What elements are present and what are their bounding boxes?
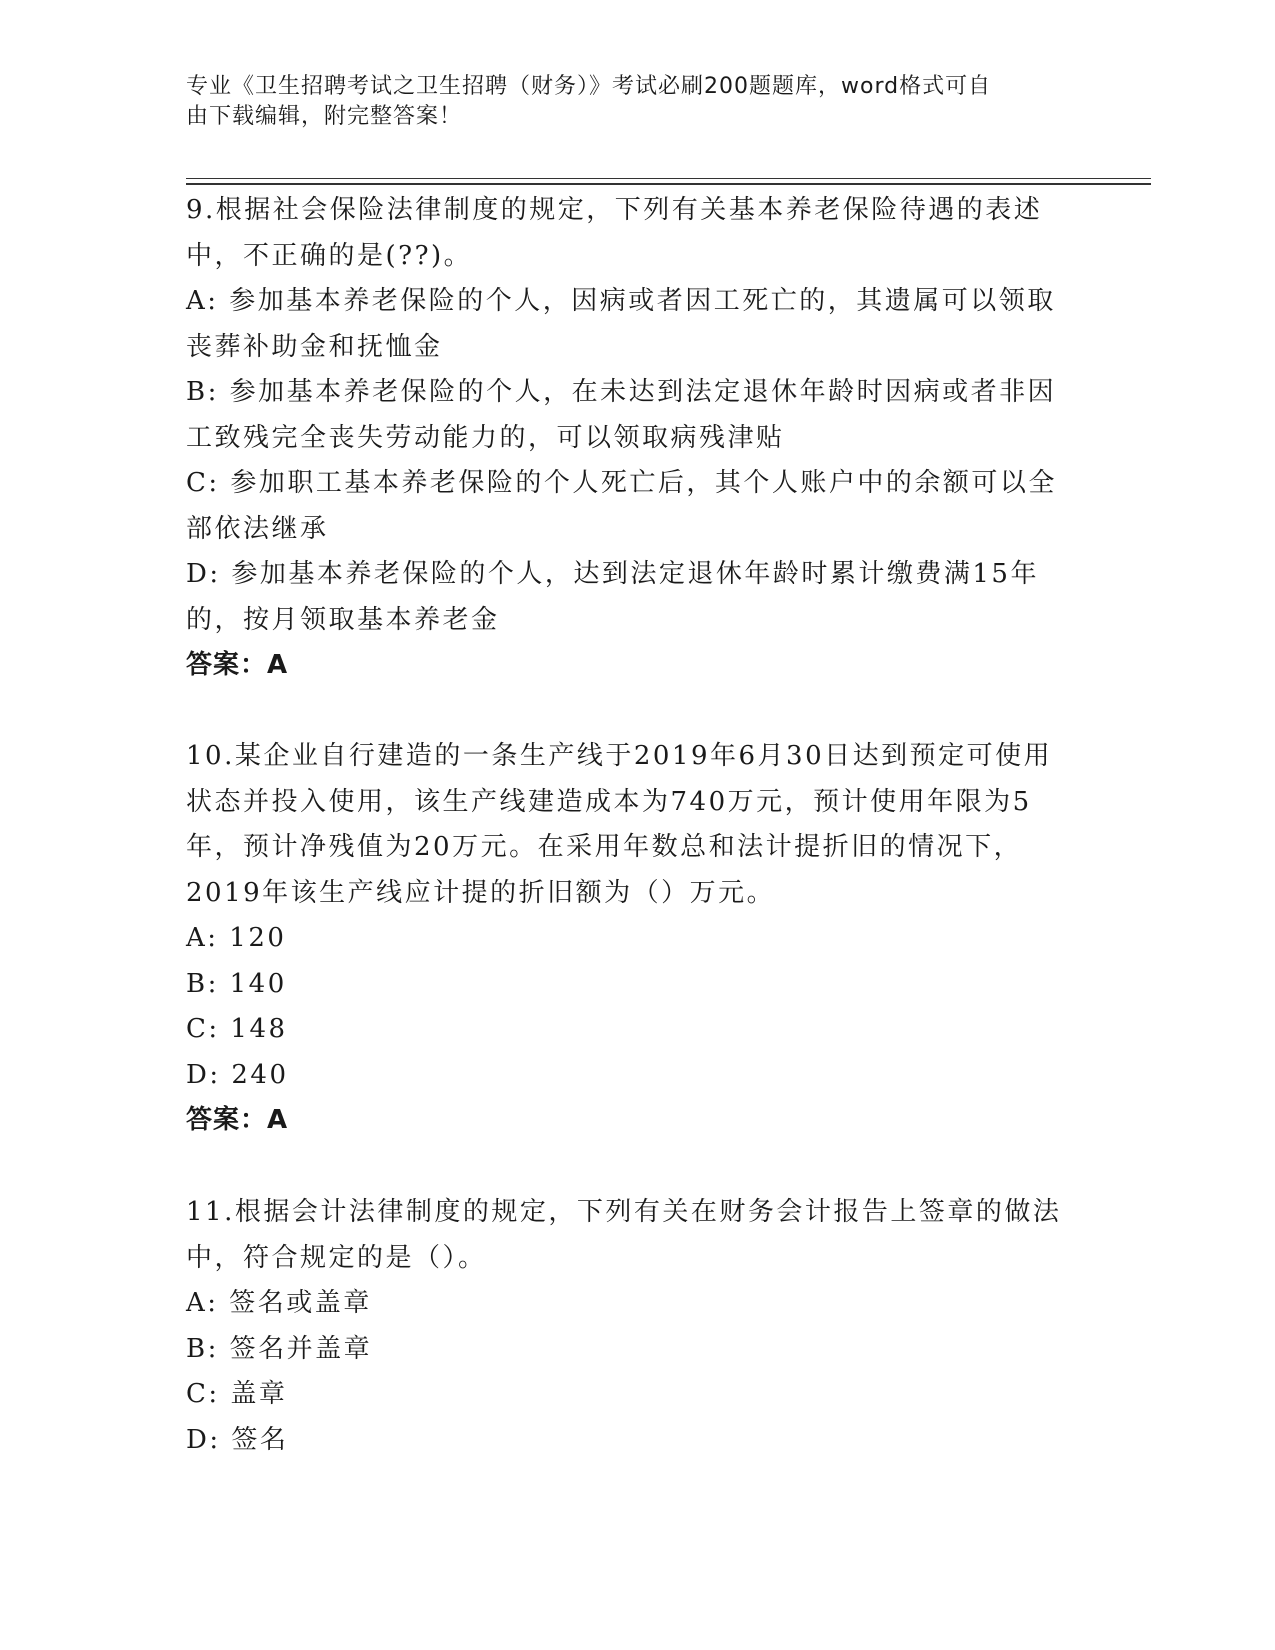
- question-11: [186, 1190, 1066, 1463]
- header-divider-thin: [186, 178, 1151, 179]
- answer-label: 答案：A: [186, 1105, 289, 1135]
- document-header: [186, 72, 1066, 132]
- option-d-line: D: 240: [186, 1059, 289, 1090]
- question-stem-line: 中，符合规定的是（）。: [186, 1242, 487, 1273]
- option-b-line: 工致残完全丧失劳动能力的，可以领取病残津贴: [186, 422, 785, 453]
- option-a-line: A: 120: [186, 923, 287, 953]
- question-stem-line: 10.某企业自行建造的一条生产线于2019年6月30日达到预定可使用: [186, 741, 1053, 771]
- question-stem-line: 中，不正确的是(??)。: [186, 240, 473, 271]
- option-b-line: B: 参加基本养老保险的个人，在未达到法定退休年龄时因病或者非因: [186, 377, 1057, 407]
- option-a-line: 丧葬补助金和抚恤金: [186, 331, 443, 362]
- option-c-line: 部依法继承: [186, 513, 329, 544]
- option-d-line: D: 签名: [186, 1424, 289, 1455]
- question-stem-line: 状态并投入使用，该生产线建造成本为740万元，预计使用年限为5: [186, 786, 1032, 817]
- option-a-line: A: 参加基本养老保险的个人，因病或者因工死亡的，其遗属可以领取: [186, 286, 1056, 316]
- question-stem-line: 11.根据会计法律制度的规定，下列有关在财务会计报告上签章的做法: [186, 1197, 1062, 1227]
- question-stem-line: 2019年该生产线应计提的折旧额为（）万元。: [186, 877, 776, 908]
- option-c-line: C: 盖章: [186, 1379, 288, 1409]
- option-b-line: B: 140: [186, 968, 287, 999]
- option-c-line: C: 148: [186, 1014, 288, 1044]
- answer-label: 答案：A: [186, 650, 289, 680]
- question-stem-line: 9.根据社会保险法律制度的规定，下列有关基本养老保险待遇的表述: [186, 195, 1043, 225]
- header-divider-thick: [186, 183, 1151, 185]
- header-line-1: 专业《卫生招聘考试之卫生招聘（财务）》考试必刷200题题库，word格式可自: [186, 74, 992, 99]
- option-d-line: 的，按月领取基本养老金: [186, 604, 500, 635]
- header-line-2: 由下载编辑，附完整答案！: [186, 104, 463, 129]
- question-stem-line: 年，预计净残值为20万元。在采用年数总和法计提折旧的情况下，: [186, 832, 1023, 862]
- question-9: [186, 188, 1066, 689]
- option-b-line: B: 签名并盖章: [186, 1333, 373, 1364]
- question-10: [186, 734, 1066, 1144]
- option-c-line: C: 参加职工基本养老保险的个人死亡后，其个人账户中的余额可以全: [186, 468, 1057, 498]
- option-d-line: D: 参加基本养老保险的个人，达到法定退休年龄时累计缴费满15年: [186, 559, 1039, 589]
- option-a-line: A: 签名或盖章: [186, 1288, 372, 1318]
